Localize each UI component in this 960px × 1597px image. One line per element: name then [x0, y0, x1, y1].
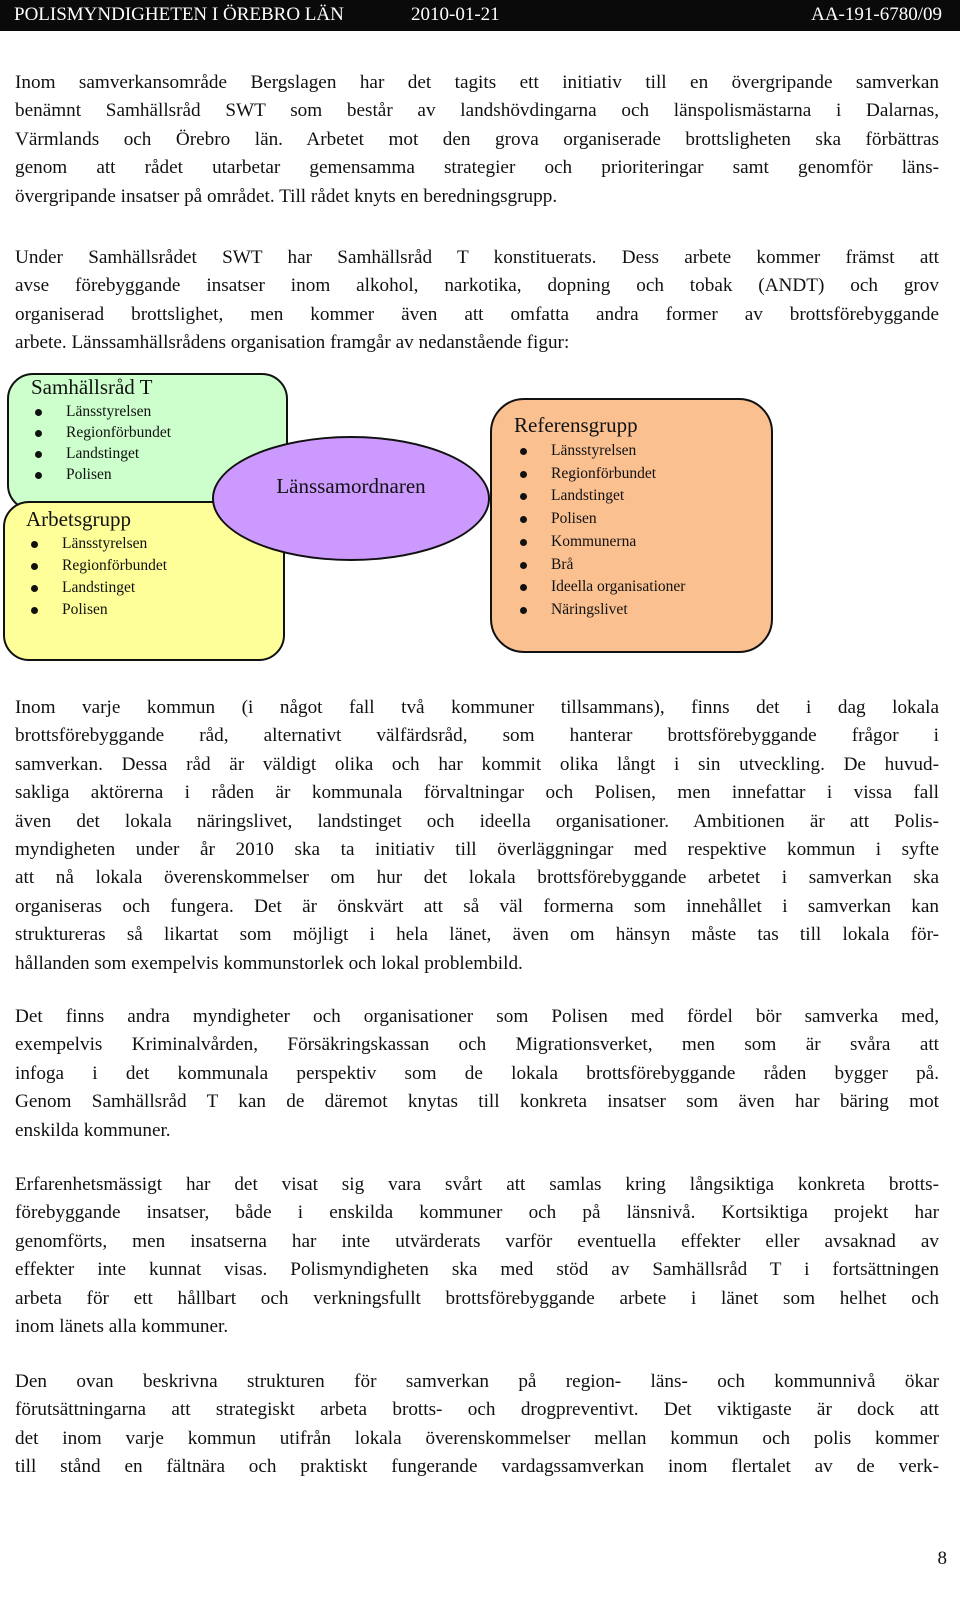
paragraph-line: organiserad brottslighet, men kommer även att omfatta andra former av brottsförebyggande	[15, 303, 939, 325]
list-item: Kommunerna	[551, 531, 685, 554]
paragraph-line: Inom varje kommun (i något fall två kommuner tillsammans), finns det i dag lokala	[15, 697, 939, 718]
samhallsrad-t-title: Samhällsråd T	[31, 375, 153, 399]
page-number: 8	[937, 1548, 947, 1569]
paragraph-line: benämnt Samhällsråd SWT som består av landshövdingarna och länspolismästarna i Dalarnas,	[15, 100, 939, 122]
paragraph-5	[15, 1171, 939, 1341]
header-reference: AA-191-6780/09	[811, 4, 942, 25]
paragraph-line: exempelvis Kriminalvården, Försäkringskassan och Migrationsverket, men som är svåra att	[15, 1034, 939, 1056]
paragraph-line: Det finns andra myndigheter och organisationer som Polisen med fördel bör samverka med,	[15, 1006, 939, 1027]
list-item: Länsstyrelsen	[66, 401, 171, 422]
paragraph-line: arbeta för ett hållbart och verkningsfullt brottsförebyggande arbete i länet som helhet och	[15, 1287, 939, 1309]
list-item: Polisen	[551, 508, 685, 531]
paragraph-line: arbete. Länssamhällsrådens organisation framgår av nedanstående figur:	[15, 332, 570, 354]
paragraph-line: även det lokala näringslivet, landstinget och ideella organisationer. Ambitionen är att Polis-	[15, 810, 939, 832]
samhallsrad-t-list	[66, 401, 171, 485]
paragraph-line: Den ovan beskrivna strukturen för samverkan på region- läns- och kommunnivå ökar	[15, 1371, 939, 1392]
list-item: Brå	[551, 554, 685, 577]
list-item: Polisen	[62, 599, 167, 621]
arbetsgrupp-title: Arbetsgrupp	[26, 507, 131, 531]
list-item: Landstinget	[551, 485, 685, 508]
paragraph-3	[15, 694, 939, 978]
list-item: Näringslivet	[551, 599, 685, 622]
referensgrupp-title: Referensgrupp	[514, 413, 638, 437]
referensgrupp-list	[551, 440, 685, 622]
paragraph-line: Värmlands och Örebro län. Arbetet mot den grova organiserade brottsligheten ska förbättras	[15, 128, 939, 150]
paragraph-4	[15, 1003, 939, 1145]
paragraph-line: sakliga aktörerna i råden är kommunala förvaltningar och Polisen, men innefattar i vissa fall	[15, 782, 939, 804]
header-date: 2010-01-21	[411, 4, 500, 25]
paragraph-line: infoga i det kommunala perspektiv som de lokala brottsförebyggande råden bygger på.	[15, 1062, 939, 1084]
paragraph-line: det inom varje kommun utifrån lokala överenskommelser mellan kommun och polis kommer	[15, 1427, 939, 1449]
header-agency: POLISMYNDIGHETEN I ÖREBRO LÄN	[14, 4, 344, 25]
paragraph-line: myndigheten under år 2010 ska ta initiativ till överläggningar med respektive kommun i syfte	[15, 838, 939, 860]
paragraph-line: hållanden som exempelvis kommunstorlek och lokal problembild.	[15, 952, 523, 974]
paragraph-2	[15, 244, 939, 358]
paragraph-line: Under Samhällsrådet SWT har Samhällsråd T konstituerats. Dess arbete kommer främst att	[15, 247, 939, 268]
list-item: Regionförbundet	[66, 424, 172, 441]
paragraph-line: inom länets alla kommuner.	[15, 1315, 229, 1337]
paragraph-line: Erfarenhetsmässigt har det visat sig vara svårt att samlas kring långsiktiga konkreta brotts-	[15, 1174, 939, 1195]
paragraph-line: avse förebyggande insatser inom alkohol, narkotika, dopning och tobak (ANDT) och grov	[15, 275, 939, 297]
paragraph-line: brottsförebyggande råd, alternativt välfärdsråd, som hanterar brottsförebyggande frågor i	[15, 725, 939, 747]
paragraph-line: organiseras och fungera. Det är önskvärt att så väl formerna som innehållet i samverkan kan	[15, 895, 939, 917]
paragraph-line: Genom Samhällsråd T kan de däremot knytas till konkreta insatser som även har bäring mot	[15, 1091, 939, 1113]
list-item: Regionförbundet	[62, 555, 167, 577]
paragraph-line: samverkan. Dessa råd är väldigt olika och har kommit olika långt i sin utveckling. De huvud-	[15, 753, 939, 775]
list-item: Polisen	[66, 464, 171, 485]
paragraph-line: Inom samverkansområde Bergslagen har det tagits ett initiativ till en övergripande samverkan	[15, 72, 939, 93]
paragraph-1	[15, 69, 939, 211]
lanssamordnaren-label: Länssamordnaren	[276, 474, 426, 498]
list-item: Ideella organisationer	[551, 576, 685, 599]
list-item: Landstinget	[62, 577, 167, 599]
list-item: Regionförbundet	[551, 463, 685, 486]
paragraph-line: att nå lokala överenskommelser om hur det lokala brottsförebyggande arbetet i samverkan ska	[15, 867, 939, 889]
list-item: Landstinget	[66, 443, 171, 464]
paragraph-6	[15, 1368, 939, 1482]
paragraph-line: övergripande insatser på området. Till rådet knyts en beredningsgrupp.	[15, 185, 558, 207]
arbetsgrupp-list	[62, 533, 167, 621]
paragraph-line: förutsättningarna att strategiskt arbeta brotts- och drogpreventivt. Det viktigaste är dock att	[15, 1399, 939, 1421]
paragraph-line: effekter inte kunnat visas. Polismyndigheten ska med stöd av Samhällsråd T i fortsättningen	[15, 1259, 939, 1281]
list-item: Länsstyrelsen	[551, 440, 685, 463]
list-item: Länsstyrelsen	[62, 533, 167, 555]
paragraph-line: enskilda kommuner.	[15, 1119, 171, 1141]
paragraph-line: genomförts, men insatserna har inte utvärderats varför eventuella effekter eller avsaknad av	[15, 1230, 939, 1252]
paragraph-line: genom att rådet utarbetar gemensamma strategier och prioriteringar samt genomför läns-	[15, 157, 939, 179]
paragraph-line: till stånd en fältnära och praktiskt fungerande vardagssamverkan inom flertalet av de verk-	[15, 1456, 939, 1478]
paragraph-line: förebyggande insatser, både i enskilda kommuner och på länsnivå. Kortsiktiga projekt har	[15, 1202, 939, 1224]
paragraph-line: struktureras så likartat som möjligt i hela länet, även om hänsyn måste tas till lokala för-	[15, 924, 939, 946]
document-header	[0, 0, 960, 31]
